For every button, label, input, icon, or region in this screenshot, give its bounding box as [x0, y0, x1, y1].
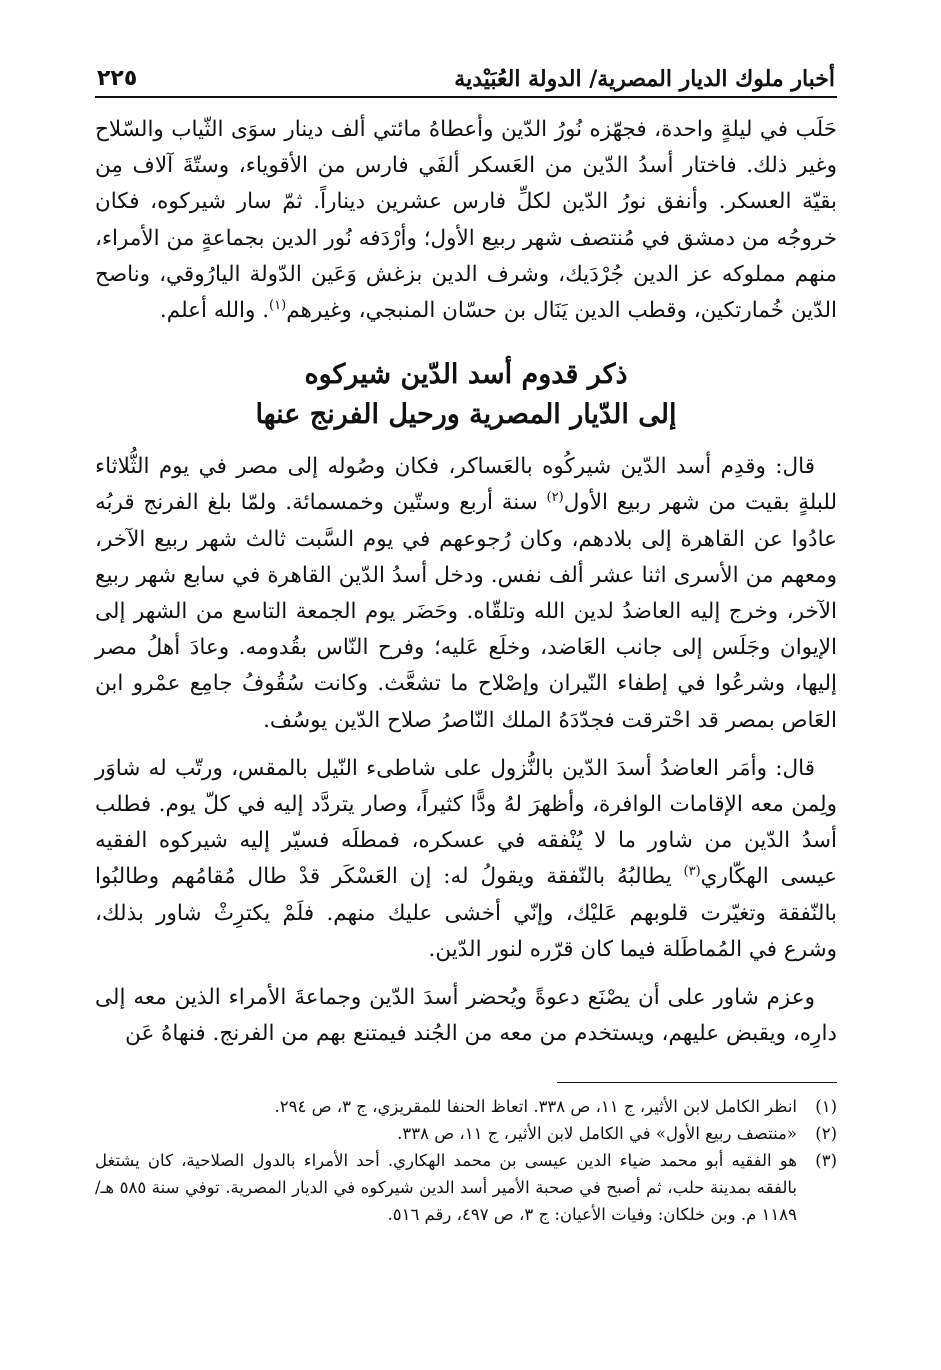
footnote-divider	[557, 1082, 837, 1083]
footnote-number: (١)	[815, 1097, 837, 1117]
paragraph-2	[95, 449, 837, 739]
paragraph-2-text-b: سنة أربع وستّين وخمسمائة. ولمّا بلغ الفرنج قربُه عادُوا عن القاهرة إلى بلادهم، وكان رُجوعهم في يوم السَّبت ثالث شهر ربيع الآخر، ومعهم من الأسرى اثنا عشر ألف نفس. ودخل أسدُ الدّين القاهرة في سابع شهر ربيع الآخر، وخرج إليه العاضدُ لدين الله وتلقّاه. وحَضَر يوم الجمعة التاسع من الشهر إلى الإيوان وجَلَس إلى جانب العَاضد، وخلَع عَليه؛ وفرح النّاس بقُدومه. وعادَ أهلُ مصر إليها، وشرعُوا في إطفاء النّيران وإصْلاح ما تشعَّث. وكانت سُقُوفُ جامِع عمْرو ابن العَاص بمصر قد احْترقت فجدّدَهُ الملك النّاصرُ صلاح الدّين يوسُف.	[95, 490, 837, 733]
running-title: أخبار ملوك الديار المصرية/ الدولة العُبَيْدية	[454, 66, 835, 92]
paragraph-4	[95, 980, 837, 1052]
paragraph-3-text-a: قال: وأمَر العاضدُ أسدَ الدّين بالنُّزول على شاطىء النّيل بالمقس، ورتّب له شاوَر ولِمن معه الإقامات الوافرة، وأظهرَ لهُ ودًّا كثيراً، وصار يتردَّد إليه في كلّ يوم. فطلب أسدُ الدّين من شاور ما لا يُنْفقه في عسكره، فمطلَه فسيّر إليه شيركوه الفقيه عيسى الهكّاري	[95, 755, 837, 890]
paragraph-1-tail: . والله أعلم.	[159, 298, 270, 324]
footnote-ref-2[interactable]: (٢)	[546, 490, 564, 506]
paragraph-4-text: وعزم شاور على أن يصْنَع دعوةً ويُحضر أسدَ الدّين وجماعةَ الأمراء الذين معه إلى دارِه، ويقبض عليهم، ويستخدم من معه من الجُند فيمتنع بهم من الفرنج. فنهاهُ عَن	[95, 985, 837, 1047]
paragraph-3	[95, 751, 837, 968]
footnote-3	[95, 1147, 837, 1228]
paragraph-1	[95, 112, 837, 329]
footnote-text: انظر الكامل لابن الأثير، ج ١١، ص ٣٣٨. اتعاظ الحنفا للمقريزي، ج ٣، ص ٢٩٤.	[274, 1097, 797, 1117]
footnote-ref-1[interactable]: (١)	[269, 297, 287, 313]
footnotes	[95, 1093, 837, 1228]
footnote-1	[95, 1093, 837, 1120]
paragraph-1-text: حَلَب في ليلةٍ واحدة، فجهّزه نُورُ الدّين وأعطاهُ مائتي ألف دينار سوَى الثّياب والسّلاح وغير ذلك. فاختار أسدُ الدّين من العَسكر ألفَي فارس من الأقوياء، وستّةَ آلاف مِن بقيّة العسكر. وأنفق نورُ الدّين لكلِّ فارس عشرين ديناراً. ثمّ سار شيركوه، فكان خروجُه من دمشق في مُنتصف شهر ربيع الأول؛ وأرْدَفه نُور الدين بجماعةٍ من الأمراء، منهم مملوكه عز الدين جُرْدَيك، وشرف الدين بزغش وَعَين الدّولة اليارُوقي، وناصح الدّين خُمارتكين، وقطب الدين يَنَال بن حسّان المنبجي، وغيرهم	[95, 117, 837, 324]
footnote-ref-3[interactable]: (٣)	[683, 864, 701, 880]
section-heading-line-1: ذكر قدوم أسد الدّين شيركوه	[304, 359, 628, 391]
footnote-text: «منتصف ربيع الأول» في الكامل لابن الأثير، ج ١١، ص ٣٣٨.	[397, 1124, 797, 1144]
paragraph-3-text-b: يطالبُهُ بالنّفقة ويقولُ له: إن العَسْكَر قدْ طال مُقامُهم وطالبُوا بالنّفقة وتغيّرت قلوبهم عَليْك، وإنّي أخشى عليك منهم. فلَمْ يكترِثْ شاور بذلك، وشرع في المُماطَلة فيما كان قرّره لنور الدّين.	[95, 864, 837, 962]
page-header	[95, 60, 837, 98]
section-heading-line-2: إلى الدّيار المصرية ورحيل الفرنج عنها	[255, 399, 677, 431]
footnote-number: (٢)	[815, 1124, 837, 1144]
footnote-2	[95, 1120, 837, 1147]
section-heading	[95, 355, 837, 435]
book-page	[95, 60, 837, 1228]
paragraph-2-text-a: قال: وقدِم أسد الدّين شيركُوه بالعَساكر، فكان وصُوله إلى مصر في يوم الثُّلاثاء للبلةٍ بقيت من شهر ربيع الأول	[95, 454, 837, 516]
footnote-text: هو الفقيه أبو محمد ضياء الدين عيسى بن محمد الهكاري. أحد الأمراء بالدول الصلاحية، كان يشتغل بالفقه بمدينة حلب، ثم أصبح في صحبة الأمير أسد الدين شيركوه في الديار المصرية. توفي سنة ٥٨٥ هـ/ ١١٨٩ م. وبن خلكان: وفيات الأعيان: ج ٣، ص ٤٩٧، رقم ٥١٦.	[95, 1151, 797, 1225]
footnote-number: (٣)	[815, 1151, 837, 1171]
page-number: ٢٢٥	[97, 66, 138, 91]
